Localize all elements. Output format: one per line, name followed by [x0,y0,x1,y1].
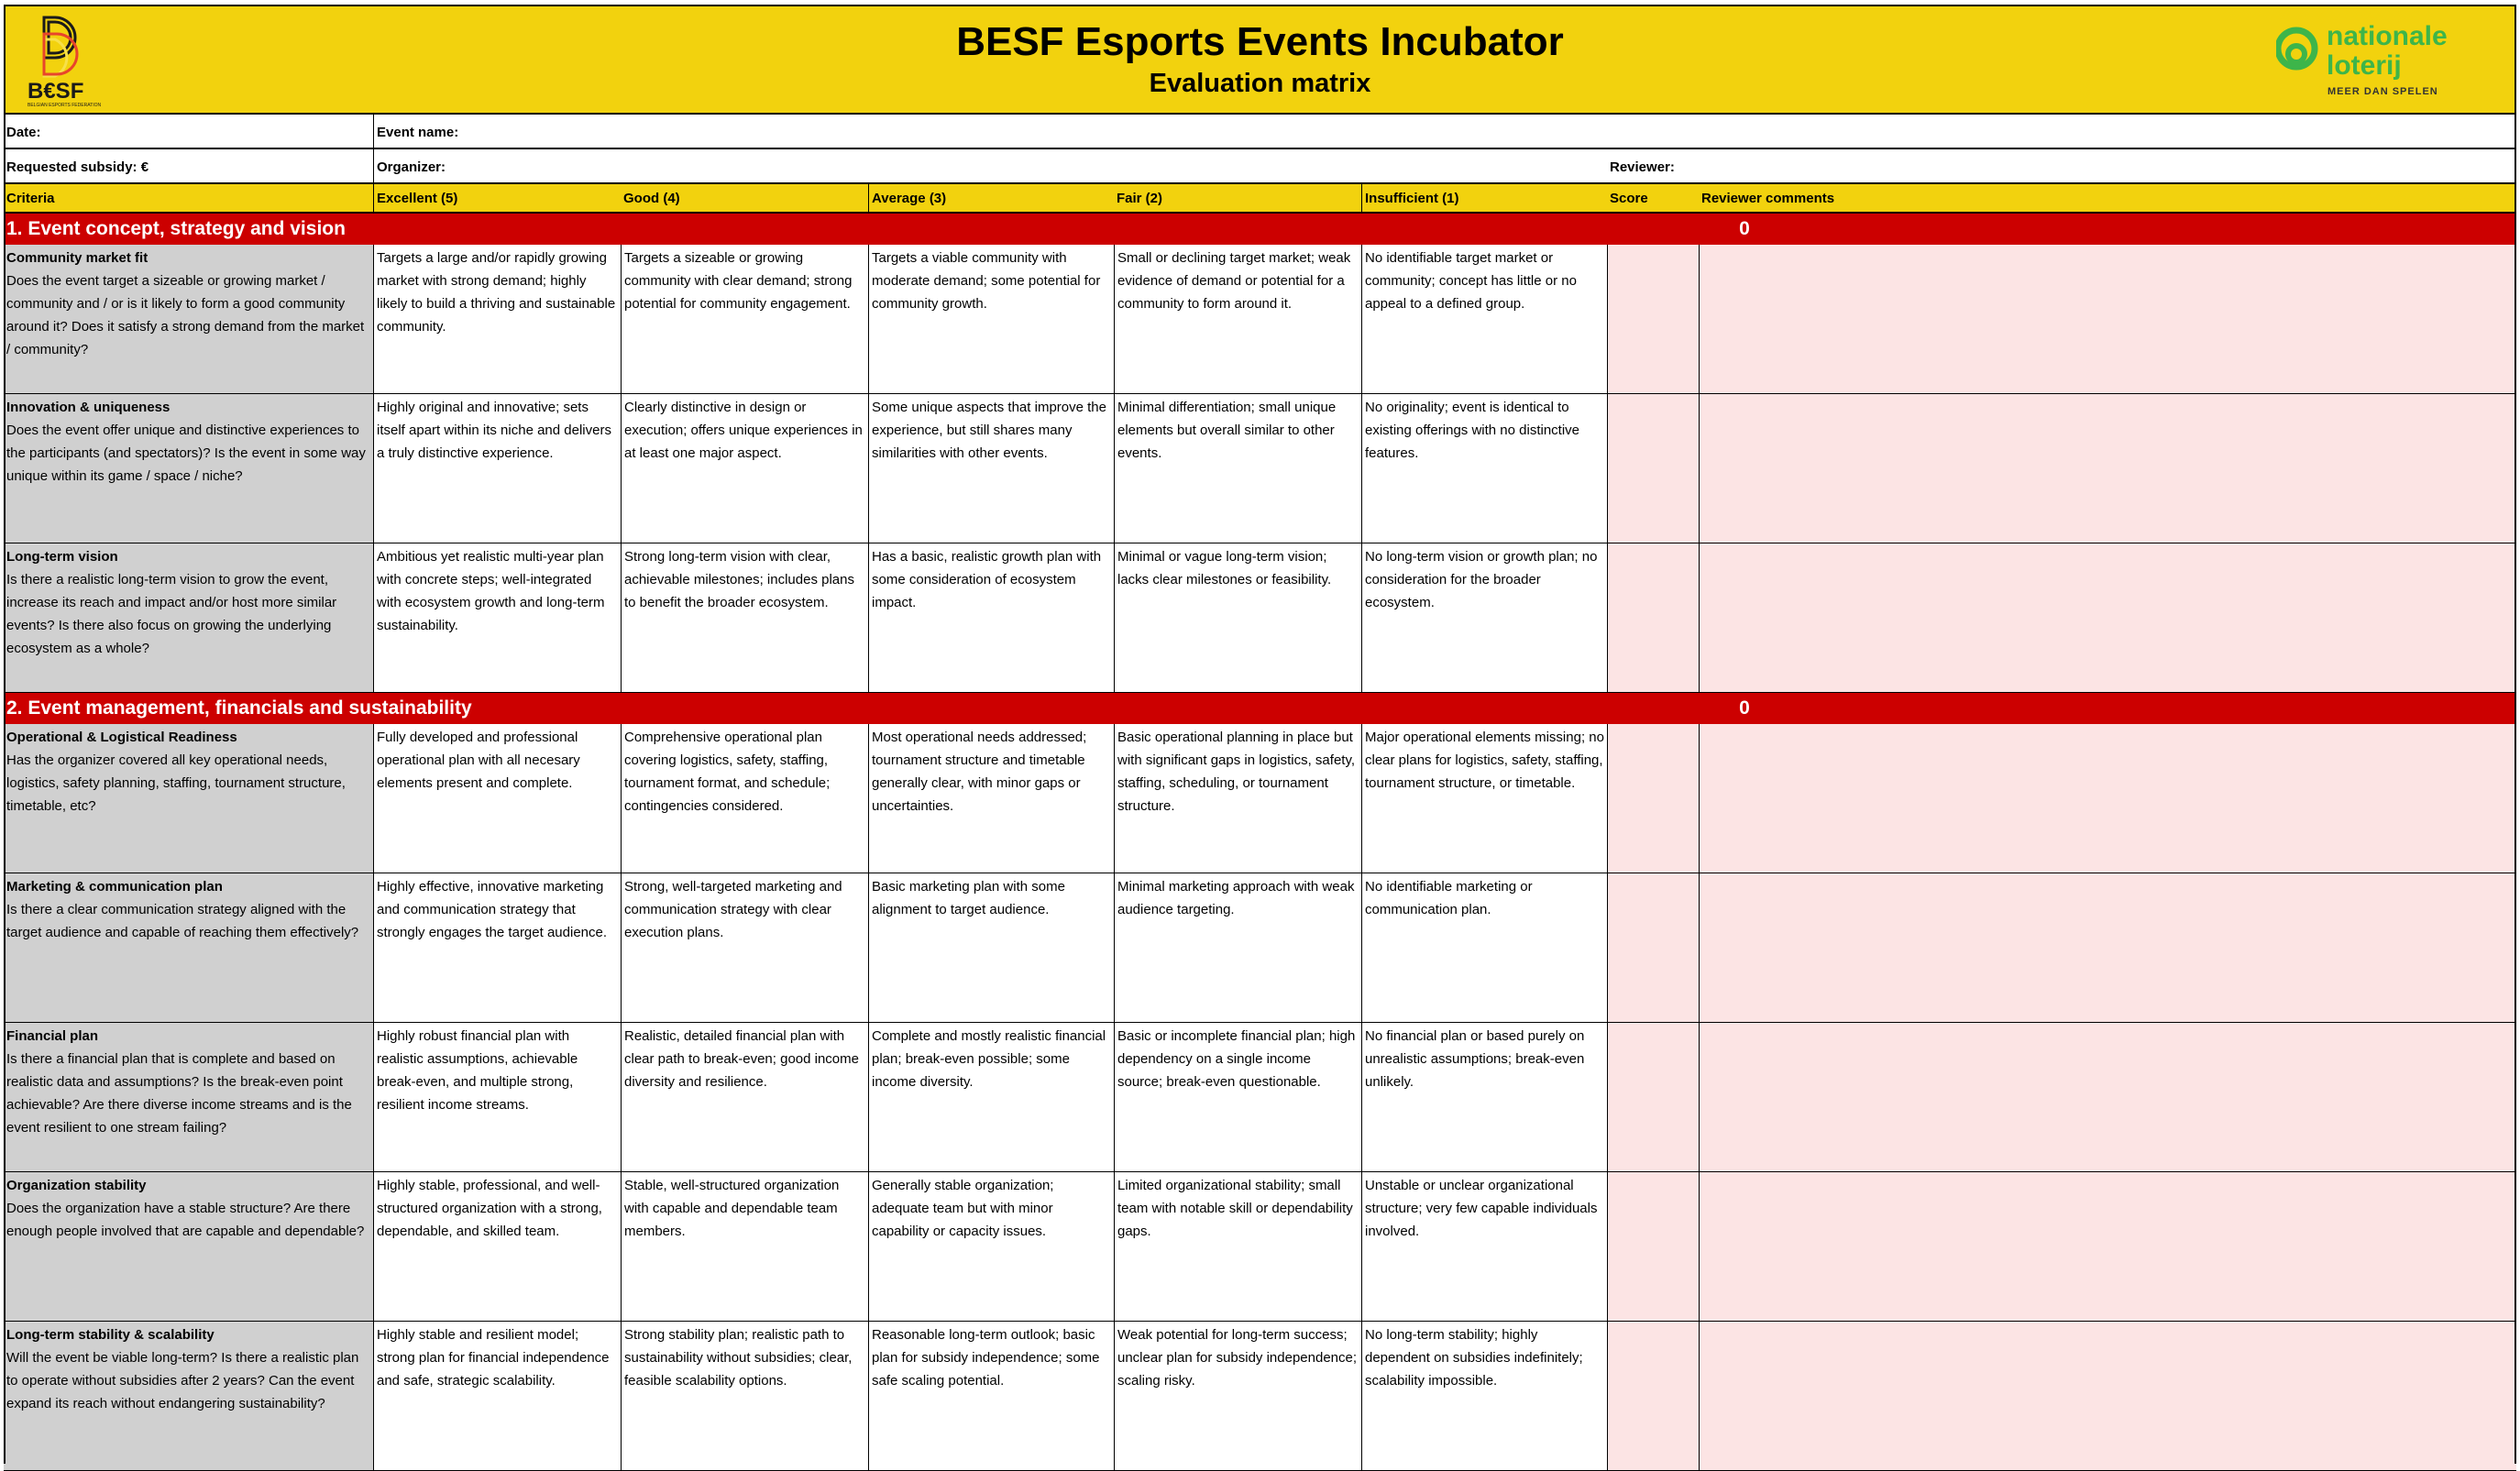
column-header-average: Average (3) [868,184,1114,214]
level-insufficient-cell: Unstable or unclear organizational structure; very few capable individuals involved. [1361,1172,1607,1322]
level-good-cell: Comprehensive operational plan covering logistics, safety, staffing, tournament format, and schedule; contingencies considered. [621,724,868,873]
criterion-cell [4,873,373,1023]
level-average-cell: Reasonable long-term outlook; basic plan for subsidy independence; some safe scaling potential. [868,1322,1114,1471]
level-insufficient-cell: No identifiable marketing or communication plan. [1361,873,1607,1023]
criterion-name: Community market fit [6,250,149,266]
column-header-criteria: Criteria [4,184,373,214]
criterion-cell [4,1322,373,1471]
level-fair-cell: Basic operational planning in place but with significant gaps in logistics, safety, staffing, scheduling, or tournament structure. [1114,724,1361,873]
organizer-field[interactable]: Organizer: [373,149,1607,184]
column-header-excellent: Excellent (5) [373,184,621,214]
criterion-name: Organization stability [6,1178,147,1193]
reviewer-comment-cell[interactable] [1699,873,2516,1023]
level-good-cell: Stable, well-structured organization with capable and dependable team members. [621,1172,868,1322]
level-excellent-cell: Highly stable and resilient model; strong plan for financial independence and safe, strategic scalability. [373,1322,621,1471]
date-field[interactable]: Date: [4,115,373,149]
criterion-cell [4,394,373,543]
score-input-cell[interactable] [1607,1172,1699,1322]
criterion-question: Has the organizer covered all key operational needs, logistics, safety planning, staffing, tournament structure, timetable, etc? [6,752,346,814]
criterion-question: Is there a realistic long-term vision to grow the event, increase its reach and impact and/or host more similar events? Is there also focus on growing the underlying ecosystem as a whole? [6,572,337,656]
score-input-cell[interactable] [1607,873,1699,1023]
score-input-cell[interactable] [1607,394,1699,543]
level-good-cell: Strong stability plan; realistic path to sustainability without subsidies; clear, feasible scalability options. [621,1322,868,1471]
level-good-cell: Strong long-term vision with clear, achievable milestones; includes plans to benefit the broader ecosystem. [621,543,868,693]
page-title: BESF Esports Events Incubator [956,19,1564,64]
criterion-name: Long-term vision [6,549,118,565]
page-subtitle: Evaluation matrix [1149,69,1371,98]
level-average-cell: Most operational needs addressed; tournament structure and timetable generally clear, with minor gaps or uncertainties. [868,724,1114,873]
reviewer-comment-cell[interactable] [1699,1023,2516,1172]
svg-text:nationale: nationale [2327,21,2448,51]
criterion-question: Is there a financial plan that is complete and based on realistic data and assumptions? Is the break-even point achievable? Are there diverse income streams and is the event resilient to one stream failing? [6,1051,352,1136]
column-header-fair: Fair (2) [1114,184,1361,214]
level-excellent-cell: Highly original and innovative; sets itself apart within its niche and delivers a truly distinctive experience. [373,394,621,543]
criterion-question: Does the organization have a stable structure? Are there enough people involved that are capable and dependable? [6,1201,365,1239]
criterion-question: Does the event offer unique and distinctive experiences to the participants (and spectators)? Is the event in some way unique within its game / space / niche? [6,423,366,484]
reviewer-comment-cell[interactable] [1699,1172,2516,1322]
criterion-name: Operational & Logistical Readiness [6,730,237,745]
level-good-cell: Clearly distinctive in design or execution; offers unique experiences in at least one major aspect. [621,394,868,543]
besf-logo-text: B€SF [28,79,84,104]
criterion-cell [4,1023,373,1172]
reviewer-comment-cell[interactable] [1699,245,2516,394]
criterion-name: Marketing & communication plan [6,879,223,895]
criterion-question: Will the event be viable long-term? Is there a realistic plan to operate without subsidies after 2 years? Can the event expand its reach without endangering sustainability? [6,1350,359,1411]
title-banner [4,5,2516,115]
criterion-question: Does the event target a sizeable or growing market / community and / or is it likely to form a good community around it? Does it satisfy a strong demand from the market / community? [6,273,365,357]
section-header [4,693,2516,724]
level-fair-cell: Weak potential for long-term success; unclear plan for subsidy independence; scaling risky. [1114,1322,1361,1471]
section-title: 2. Event management, financials and sustainability [6,697,472,719]
section-spacer [1790,693,2516,724]
reviewer-comment-cell[interactable] [1699,394,2516,543]
column-header-reviewer-comments: Reviewer comments [1699,184,2516,214]
level-good-cell: Targets a sizeable or growing community with clear demand; strong potential for community engagement. [621,245,868,394]
level-fair-cell: Basic or incomplete financial plan; high dependency on a single income source; break-even questionable. [1114,1023,1361,1172]
criterion-cell [4,543,373,693]
criterion-name: Long-term stability & scalability [6,1327,215,1343]
level-fair-cell: Minimal marketing approach with weak audience targeting. [1114,873,1361,1023]
level-excellent-cell: Targets a large and/or rapidly growing market with strong demand; highly likely to build a thriving and sustainable community. [373,245,621,394]
level-insufficient-cell: No long-term vision or growth plan; no consideration for the broader ecosystem. [1361,543,1607,693]
level-average-cell: Complete and mostly realistic financial plan; break-even possible; some income diversity. [868,1023,1114,1172]
svg-text:BELGIAN ESPORTS FEDERATION: BELGIAN ESPORTS FEDERATION [28,103,102,108]
criterion-name: Innovation & uniqueness [6,400,171,415]
column-header-insufficient: Insufficient (1) [1361,184,1607,214]
column-header-good: Good (4) [621,184,868,214]
level-insufficient-cell: No originality; event is identical to existing offerings with no distinctive features. [1361,394,1607,543]
section-title: 1. Event concept, strategy and vision [6,218,346,239]
level-fair-cell: Minimal or vague long-term vision; lacks clear milestones or feasibility. [1114,543,1361,693]
score-input-cell[interactable] [1607,543,1699,693]
level-average-cell: Generally stable organization; adequate team but with minor capability or capacity issues. [868,1172,1114,1322]
requested-subsidy-field[interactable]: Requested subsidy: € [4,149,373,184]
level-fair-cell: Limited organizational stability; small team with notable skill or dependability gaps. [1114,1172,1361,1322]
level-average-cell: Basic marketing plan with some alignment to target audience. [868,873,1114,1023]
criterion-cell [4,1172,373,1322]
level-fair-cell: Minimal differentiation; small unique elements but overall similar to other events. [1114,394,1361,543]
section-spacer [1790,214,2516,245]
nationale-loterij-logo [2276,19,2469,102]
reviewer-comment-cell[interactable] [1699,543,2516,693]
section-score: 0 [1739,697,1750,719]
level-insufficient-cell: Major operational elements missing; no clear plans for logistics, safety, staffing, tournament structure, or timetable. [1361,724,1607,873]
section-header [4,214,2516,245]
level-fair-cell: Small or declining target market; weak evidence of demand or potential for a community to form around it. [1114,245,1361,394]
svg-text:MEER DAN SPELEN: MEER DAN SPELEN [2327,86,2438,97]
level-average-cell: Some unique aspects that improve the experience, but still shares many similarities with other events. [868,394,1114,543]
level-excellent-cell: Ambitious yet realistic multi-year plan with concrete steps; well-integrated with ecosystem growth and long-term sustainability. [373,543,621,693]
level-insufficient-cell: No long-term stability; highly dependent on subsidies indefinitely; scalability impossible. [1361,1322,1607,1471]
section-score: 0 [1739,218,1750,239]
column-header-score: Score [1607,184,1699,214]
level-good-cell: Strong, well-targeted marketing and communication strategy with clear execution plans. [621,873,868,1023]
level-excellent-cell: Highly effective, innovative marketing and communication strategy that strongly engages the target audience. [373,873,621,1023]
score-input-cell[interactable] [1607,724,1699,873]
level-average-cell: Targets a viable community with moderate demand; some potential for community growth. [868,245,1114,394]
score-input-cell[interactable] [1607,1023,1699,1172]
score-input-cell[interactable] [1607,1322,1699,1471]
matrix-grid [4,115,2516,1471]
svg-text:loterij: loterij [2327,50,2402,81]
reviewer-comment-cell[interactable] [1699,1322,2516,1471]
level-excellent-cell: Highly robust financial plan with realistic assumptions, achievable break-even, and multiple strong, resilient income streams. [373,1023,621,1172]
event-name-field[interactable]: Event name: [373,115,2516,149]
level-insufficient-cell: No financial plan or based purely on unrealistic assumptions; break-even unlikely. [1361,1023,1607,1172]
level-good-cell: Realistic, detailed financial plan with clear path to break-even; good income diversity and resilience. [621,1023,868,1172]
level-excellent-cell: Fully developed and professional operational plan with all necesary elements present and complete. [373,724,621,873]
reviewer-comment-cell[interactable] [1699,724,2516,873]
level-average-cell: Has a basic, realistic growth plan with some consideration of ecosystem impact. [868,543,1114,693]
score-input-cell[interactable] [1607,245,1699,394]
criterion-question: Is there a clear communication strategy aligned with the target audience and capable of reaching them effectively? [6,902,359,940]
level-insufficient-cell: No identifiable target market or community; concept has little or no appeal to a defined group. [1361,245,1607,394]
level-excellent-cell: Highly stable, professional, and well-structured organization with a strong, dependable, and skilled team. [373,1172,621,1322]
reviewer-field[interactable]: Reviewer: [1607,149,2516,184]
evaluation-sheet [4,5,2516,1471]
criterion-cell [4,245,373,394]
criterion-cell [4,724,373,873]
criterion-name: Financial plan [6,1028,99,1044]
